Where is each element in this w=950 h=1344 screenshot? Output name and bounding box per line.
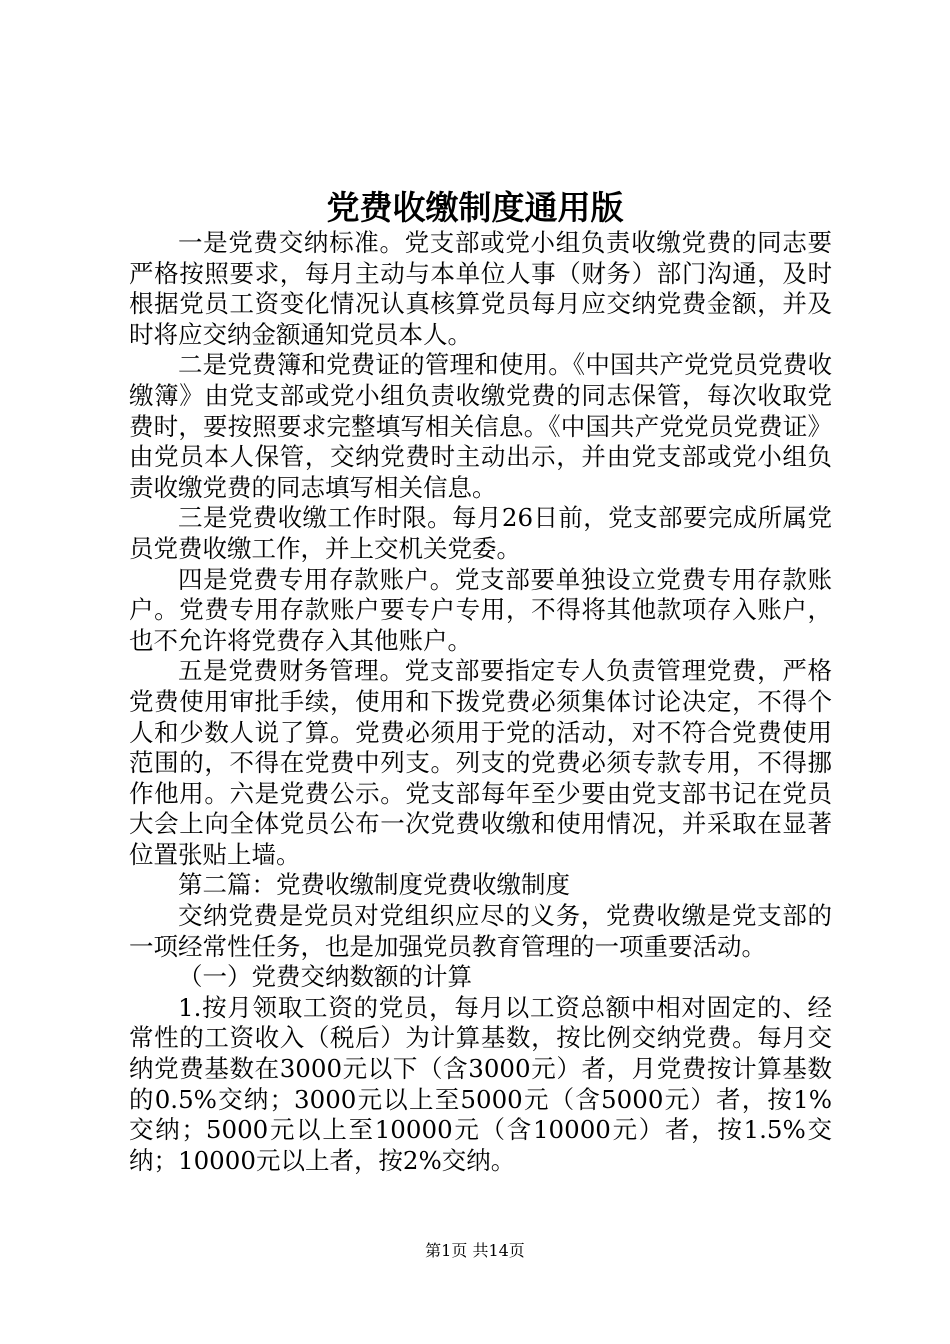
section-heading: 第二篇：党费收缴制度党费收缴制度: [178, 870, 570, 900]
paragraph-6: 交纳党费是党员对党组织应尽的义务，党费收缴是党支部的一项经常性任务，也是加强党员教育管理的一项重要活动。: [129, 901, 832, 961]
document-title: 党费收缴制度通用版: [326, 188, 624, 227]
document-body: [129, 228, 832, 1176]
page-footer: 第1页 共14页: [425, 1241, 525, 1260]
paragraph-3: 三是党费收缴工作时限。每月26日前，党支部要完成所属党员党费收缴工作，并上交机关党委。: [129, 503, 832, 563]
paragraph-7: 1.按月领取工资的党员，每月以工资总额中相对固定的、经常性的工资收入（税后）为计算基数，按比例交纳党费。每月交纳党费基数在3000元以下（含3000元）者，月党费按计算基数的0.5%交纳；3000元以上至5000元（含5000元）者，按1%交纳；5000元以上至10000元（含10000元）者，按1.5%交纳；10000元以上者，按2%交纳。: [129, 992, 832, 1175]
subsection-heading: （一）党费交纳数额的计算: [178, 962, 472, 992]
paragraph-4: 四是党费专用存款账户。党支部要单独设立党费专用存款账户。党费专用存款账户要专户专用，不得将其他款项存入账户，也不允许将党费存入其他账户。: [129, 564, 832, 655]
paragraph-5: 五是党费财务管理。党支部要指定专人负责管理党费，严格党费使用审批手续，使用和下拨党费必须集体讨论决定，不得个人和少数人说了算。党费必须用于党的活动，对不符合党费使用范围的，不得在党费中列支。列支的党费必须专款专用，不得挪作他用。六是党费公示。党支部每年至少要由党支部书记在党员大会上向全体党员公布一次党费收缴和使用情况，并采取在显著位置张贴上墙。: [129, 656, 832, 869]
paragraph-1: 一是党费交纳标准。党支部或党小组负责收缴党费的同志要严格按照要求，每月主动与本单位人事（财务）部门沟通，及时根据党员工资变化情况认真核算党员每月应交纳党费金额，并及时将应交纳金额通知党员本人。: [129, 228, 832, 349]
paragraph-2: 二是党费簿和党费证的管理和使用。《中国共产党党员党费收缴簿》由党支部或党小组负责收缴党费的同志保管，每次收取党费时，要按照要求完整填写相关信息。《中国共产党党员党费证》由党员本人保管，交纳党费时主动出示，并由党支部或党小组负责收缴党费的同志填写相关信息。: [129, 350, 832, 502]
